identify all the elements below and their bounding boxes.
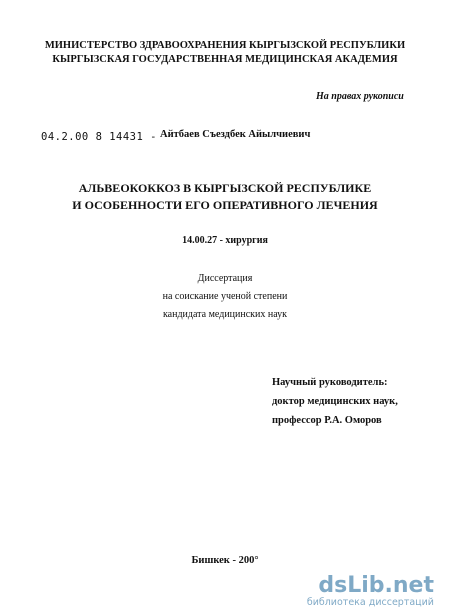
supervisor-heading: Научный руководитель: — [272, 377, 388, 388]
registration-stamp: 04.2.00 8 14431 - — [41, 131, 157, 143]
specialty-code: 14.00.27 - хирургия — [182, 235, 268, 246]
dslib-subtitle: библиотека диссертаций — [306, 596, 434, 608]
academy-name: КЫРГЫЗСКАЯ ГОСУДАРСТВЕННАЯ МЕДИЦИНСКАЯ АКАДЕМИЯ — [52, 54, 398, 65]
author-name: Айтбаев Съездбек Айылчиевич — [160, 129, 311, 140]
dissertation-title-line-2: И ОСОБЕННОСТИ ЕГО ОПЕРАТИВНОГО ЛЕЧЕНИЯ — [72, 198, 378, 212]
degree-purpose: на соискание ученой степени — [162, 291, 288, 302]
dslib-watermark[interactable] — [306, 572, 434, 608]
supervisor-degree: доктор медицинских наук, — [272, 396, 398, 407]
city-and-year: Бишкек - 200° — [191, 555, 259, 566]
dissertation-title-line-1: АЛЬВЕОКОККОЗ В КЫРГЫЗСКОЙ РЕСПУБЛИКЕ — [78, 181, 372, 195]
supervisor-name: профессор Р.А. Оморов — [272, 415, 382, 426]
manuscript-rights-note: На правах рукописи — [316, 91, 404, 102]
document-type: Диссертация — [197, 273, 253, 284]
ministry-name: МИНИСТЕРСТВО ЗДРАВООХРАНЕНИЯ КЫРГЫЗСКОЙ РЕСПУБЛИКИ — [44, 40, 406, 51]
dslib-logo: dsLib.net — [318, 572, 434, 598]
degree-name: кандидата медицинских наук — [162, 309, 288, 320]
